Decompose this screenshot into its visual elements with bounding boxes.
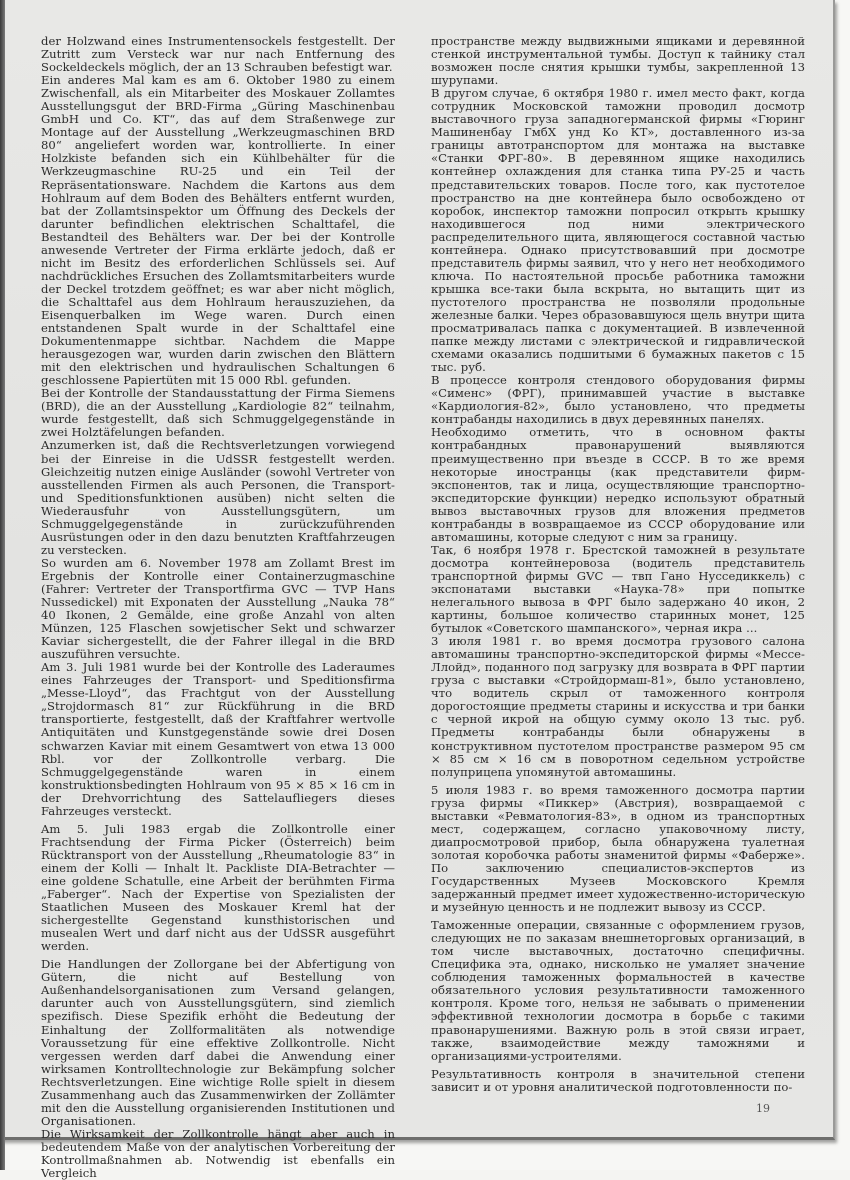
german-text-column	[41, 35, 395, 1180]
paragraph: В другом случае, 6 октября 1980 г. имел место факт, когда сотрудник Московской таможни проводил досмотр выставочного груза западногерманской фирмы «Гюринг Машиненбау ГмбХ унд Ко КТ», доставленного из-за границы автотранспортом для монтажа на выставке «Станки ФРГ-80». В деревянном ящике находились контейнер охлаждения для станка типа РУ-25 и часть представительских товаров. После того, как пустотелое пространство на дне контейнера было освобождено от коробок, инспектор таможни попросил открыть крышку находившегося под ними электрического распределительного щита, являющегося составной частью контейнера. Однако присутствовавший при досмотре представитель фирмы заявил, что у него нет необходимого ключа. По настоятельной просьбе работника таможни крышка все-таки была вскрыта, но вытащить щит из пустотелого пространства не позволяли продольные железные балки. Через образовавшуюся щель внутри щита просматривалась папка с документацией. В извлеченной папке между листами с электрической и гидравлической схемами оказались подшитыми 6 бумажных пакетов с 15 тыс. руб.	[431, 86, 805, 375]
paragraph: Так, 6 ноября 1978 г. Брестской таможней в результате досмотра контейнеровоза (водитель представитель транспортной фирмы GVC — твп Гано Нусседиккель) с экспонатами выставки «Наука-78» при попытке нелегального вывоза в ФРГ было задержано 40 икон, 2 картины, большое количество старинных монет, 125 бутылок «Советского шампанского», черная икра ...	[431, 542, 805, 636]
paragraph: So wurden am 6. November 1978 am Zollamt Brest im Ergebnis der Kontrolle einer Containerzugmaschine (Fahrer: Vertreter der Transportfirma GVC — TVP Hans Nussedickel) mit Exponaten der Ausstellung „Nauka 78“ 40 Ikonen, 2 Gemälde, eine große Anzahl von alten Münzen, 125 Flaschen sowjetischer Sekt und schwarzer Kaviar sichergestellt, die der Fahrer illegal in die BRD auszuführen versuchte.	[41, 555, 395, 662]
paragraph: Die Handlungen der Zollorgane bei der Abfertigung von Gütern, die nicht auf Bestellung von Außenhandelsorganisationen zum Versand gelangen, darunter auch von Ausstellungsgütern, sind ziemlich spezifisch. Diese Spezifik erhöht die Bedeutung der Einhaltung der Zollformalitäten als notwendige Voraussetzung für eine effektive Zollkontrolle. Nicht vergessen werden darf dabei die Anwendung einer wirksamen Kontrolltechnologie zur Bekämpfung solcher Rechtsverletzungen. Eine wichtige Rolle spielt in diesem Zusammenhang auch das Zusammenwirken der Zollämter mit den die Ausstellung organisierenden Institutionen und Organisationen.	[41, 957, 395, 1128]
paragraph: 3 июля 1981 г. во время досмотра грузового салона автомашины транспортно-экспедиторской фирмы «Мессе-Ллойд», поданного под загрузку для возврата в ФРГ партии груза с выставки «Стройдормаш-81», было установлено, что водитель скрыл от таможенного контроля дорогостоящие предметы старины и искусства и три банки с черной икрой на общую сумму около 13 тыс. руб. Предметы контрабанды были обнаружены в конструктивном пустотелом пространстве размером 95 см × 85 см × 16 см в поворотном седельном устройстве полуприцепа упомянутой автомашины.	[431, 634, 805, 779]
paragraph: der Holzwand eines Instrumentensockels festgestellt. Der Zutritt zum Versteck war nur nach Entfernung des Sockeldeckels möglich, der an 13 Schrauben befestigt war.	[41, 34, 395, 75]
paragraph: В процессе контроля стендового оборудования фирмы «Сименс» (ФРГ), принимавшей участие в выставке «Кардиология-82», было установлено, что предметы контрабанды находились в двух деревянных панелях.	[431, 373, 805, 427]
binding-edge	[0, 0, 5, 1170]
paragraph: Необходимо отметить, что в основном факты контрабандных правонарушений выявляются преимущественно при въезде в СССР. В то же время некоторые иностранцы (как представители фирм-экспонентов, так и лица, осуществляющие транспортно-экспедиторские функции) нередко используют обратный вывоз выставочных грузов для вложения предметов контрабанды в возвращаемое из СССР оборудование или автомашины, которые следуют с ним за границу.	[431, 425, 805, 544]
page-number: 19	[756, 1102, 770, 1115]
paragraph: Таможенные операции, связанные с оформлением грузов, следующих не по заказам внешнеторговых организаций, в том числе выставочных, достаточно специфичны. Специфика эта, однако, нисколько не умаляет значение соблюдения таможенных формальностей в качестве обязательного условия результативности таможенного контроля. Кроме того, нельзя не забывать о применении эффективной технологии досмотра в борьбе с такими правонарушениями. Важную роль в этой связи играет, также, взаимодействие между таможнями и организациями-устроителями.	[431, 918, 805, 1063]
paragraph: Am 5. Juli 1983 ergab die Zollkontrolle einer Frachtsendung der Firma Picker (Österreich) beim Rücktransport von der Ausstellung „Rheumatologie 83“ in einem der Kolli — Inhalt lt. Packliste DIA-Betrachter — eine goldene Schatulle, eine Arbeit der berühmten Firma „Faberger“. Nach der Expertise von Spezialisten der Staatlichen Museen des Moskauer Kreml hat der sichergestellte Gegenstand kunsthistorischen und musealen Wert und darf nicht aus der UdSSR ausgeführt werden.	[41, 821, 395, 954]
paragraph: 5 июля 1983 г. во время таможенного досмотра партии груза фирмы «Пиккер» (Австрия), возвращаемой с выставки «Ревматология-83», в одном из транспортных мест, содержащем, согласно упаковочному листу, диапросмотровой прибор, была обнаружена туалетная золотая коробочка работы знаменитой фирмы «Фаберже». По заключению специалистов-экспертов из Государственных Музеев Московского Кремля задержанный предмет имеет художественно-историческую и музейную ценность и не подлежит вывозу из СССР.	[431, 782, 805, 915]
paragraph: Результативность контроля в значительной степени зависит и от уровня аналитической подготовленности по-	[431, 1066, 805, 1094]
paragraph: Die Wirksamkeit der Zollkontrolle hängt aber auch in bedeutendem Maße von der analytischen Vorbereitung der Kontrollmaßnahmen ab. Notwendig ist ebenfalls ein Vergleich	[41, 1126, 395, 1180]
paragraph: пространстве между выдвижными ящиками и деревянной стенкой инструментальной тумбы. Доступ к тайнику стал возможен после снятия крышки тумбы, закрепленной 13 шурупами.	[431, 34, 805, 88]
paragraph: Bei der Kontrolle der Standausstattung der Firma Siemens (BRD), die an der Ausstellung „Kardiologie 82“ teilnahm, wurde festgestellt, daß sich Schmuggelgegenstände in zwei Holztäfelungen befanden.	[41, 386, 395, 440]
paragraph: Am 3. Juli 1981 wurde bei der Kontrolle des Laderaumes eines Fahrzeuges der Transport- und Speditionsfirma „Messe-Lloyd“, das Frachtgut von der Ausstellung „Strojdormasch 81“ zur Rückführung in die BRD transportierte, festgestellt, daß der Kraftfahrer wertvolle Antiquitäten und Kunstgegenstände sowie drei Dosen schwarzen Kaviar mit einem Gesamtwert von etwa 13 000 Rbl. vor der Zollkontrolle verbarg. Die Schmuggelgegenstände waren in einem konstruktionsbedingten Hohlraum von 95 × 85 × 16 cm in der Drehvorrichtung des Sattelaufliegers dieses Fahrzeuges versteckt.	[41, 660, 395, 818]
paragraph: Ein anderes Mal kam es am 6. Oktober 1980 zu einem Zwischenfall, als ein Mitarbeiter des Moskauer Zollamtes Ausstellungsgut der BRD-Firma „Güring Maschinenbau GmbH und Co. KT“, das auf dem Straßenwege zur Montage auf der Ausstellung „Werkzeugmaschinen BRD 80“ angeliefert worden war, kontrollierte. In einer Holzkiste befanden sich ein Kühlbehälter für die Werkzeugmaschine RU-25 und ein Teil der Repräsentationsware. Nachdem die Kartons aus dem Hohlraum auf dem Boden des Behälters entfernt wurden, bat der Zollamtsinspektor um Öffnung des Deckels der darunter befindlichen elektrischen Schalttafel, die Bestandteil des Behälters war. Der bei der Kontrolle anwesende Vertreter der Firma erklärte jedoch, daß er nicht im Besitz des erforderlichen Schlüssels sei. Auf nachdrückliches Ersuchen des Zollamtsmitarbeiters wurde der Deckel trotzdem geöffnet; es war aber nicht möglich, die Schalttafel aus dem Hohlraum herauszuziehen, da Eisenquerbalken im Wege waren. Durch einen entstandenen Spalt wurde in der Schalttafel eine Dokumentenmappe sichtbar. Nachdem die Mappe herausgezogen war, wurden darin zwischen den Blättern mit den elektrischen und hydraulischen Schaltungen 6 geschlossene Papiertüten mit 15 000 Rbl. gefunden.	[41, 73, 395, 388]
paragraph: Anzumerken ist, daß die Rechtsverletzungen vorwiegend bei der Einreise in die UdSSR festgestellt werden. Gleichzeitig nutzen einige Ausländer (sowohl Vertreter von ausstellenden Firmen als auch Personen, die Transport- und Speditionsfunktionen ausüben) nicht selten die Wiederausfuhr von Ausstellungsgütern, um Schmuggelgegenstände in zurückzuführenden Ausrüstungen oder in den dazu benutzten Kraftfahrzeugen zu verstecken.	[41, 438, 395, 557]
russian-text-column	[431, 35, 805, 1094]
